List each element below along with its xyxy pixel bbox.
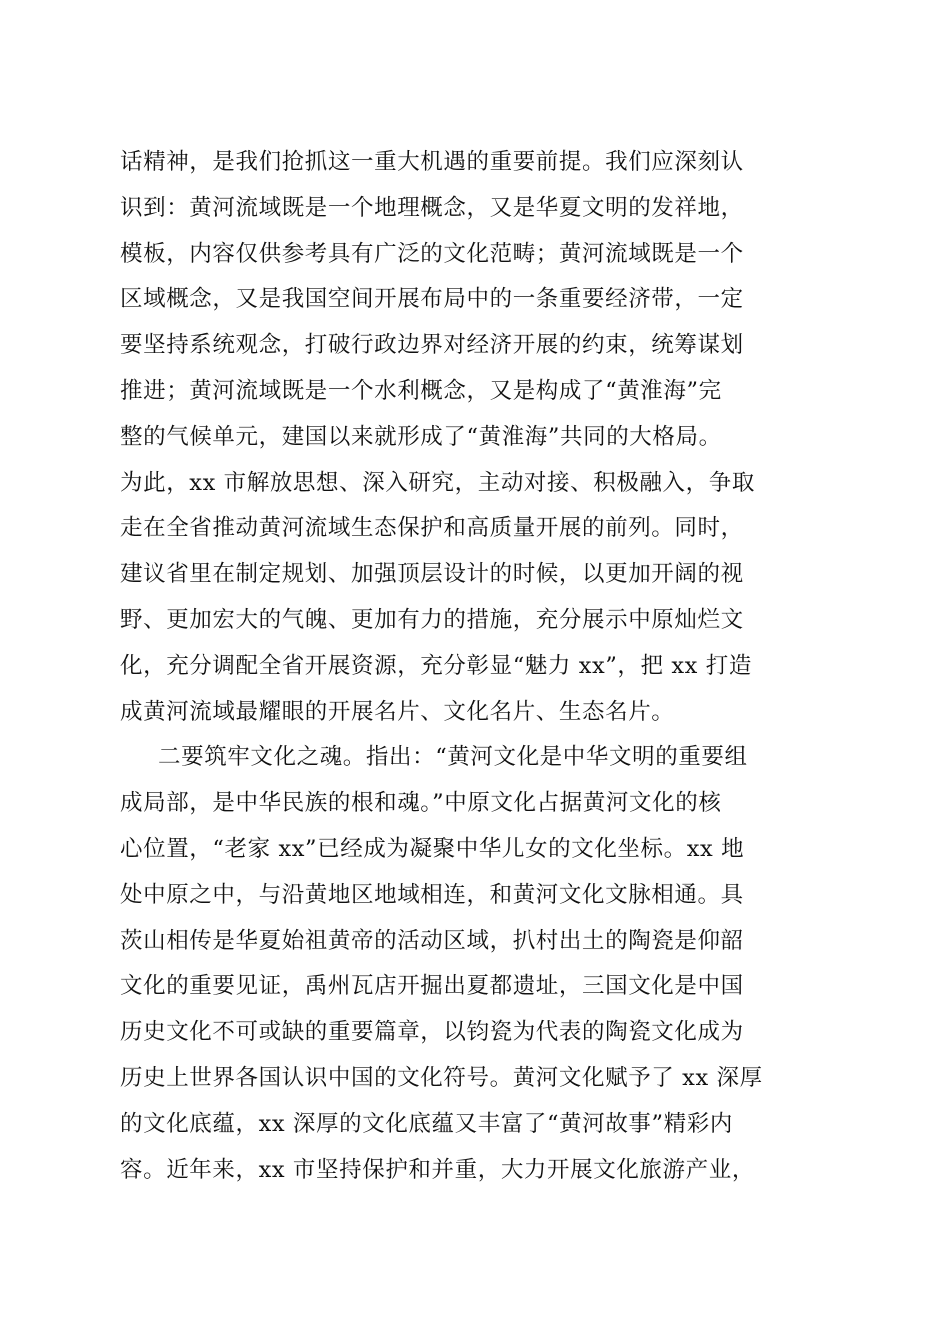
text-line: 历史文化不可或缺的重要篇章，以钧瓷为代表的陶瓷文化成为 (120, 1019, 744, 1046)
text-line: 野、更加宏大的气魄、更加有力的措施，充分展示中原灿烂文 (120, 606, 744, 633)
text-line: 成局部，是中华民族的根和魂。”中原文化占据黄河文化的核 (120, 790, 722, 817)
text-line: 茨山相传是华夏始祖黄帝的活动区域，扒村出土的陶瓷是仰韶 (120, 927, 744, 954)
text-line: 走在全省推动黄河流域生态保护和高质量开展的前列。同时， (120, 515, 744, 542)
text-line: 模板，内容仅供参考具有广泛的文化范畴；黄河流域既是一个 (120, 240, 744, 267)
text-line: 化，充分调配全省开展资源，充分彰显“魅力 xx”，把 xx 打造 (120, 652, 752, 679)
text-line: 为此，xx 市解放思想、深入研究，主动对接、积极融入，争取 (120, 469, 755, 496)
text-line: 处中原之中，与沿黄地区地域相连，和黄河文化文脉相通。具 (120, 881, 744, 908)
body-text (120, 140, 832, 1193)
text-line: 容。近年来，xx 市坚持保护和并重，大力开展文化旅游产业， (120, 1156, 755, 1183)
text-line: 心位置，“老家 xx”已经成为凝聚中华儿女的文化坐标。xx 地 (120, 835, 745, 862)
paragraph-start-line: 二要筑牢文化之魂。指出：“黄河文化是中华文明的重要组 (158, 744, 748, 771)
text-line: 识到：黄河流域既是一个地理概念，又是华夏文明的发祥地， (120, 194, 744, 221)
text-line: 的文化底蕴，xx 深厚的文化底蕴又丰富了“黄河故事”精彩内 (120, 1110, 733, 1137)
text-line: 历史上世界各国认识中国的文化符号。黄河文化赋予了 xx 深厚 (120, 1064, 763, 1091)
text-line: 区域概念，又是我国空间开展布局中的一条重要经济带，一定 (120, 286, 744, 313)
text-line: 整的气候单元，建国以来就形成了“黄淮海”共同的大格局。 (120, 423, 722, 450)
text-line: 要坚持系统观念，打破行政边界对经济开展的约束，统筹谋划 (120, 332, 744, 359)
text-line: 推进；黄河流域既是一个水利概念，又是构成了“黄淮海”完 (120, 377, 722, 404)
text-line: 建议省里在制定规划、加强顶层设计的时候，以更加开阔的视 (120, 561, 744, 588)
text-line: 话精神，是我们抢抓这一重大机遇的重要前提。我们应深刻认 (120, 149, 744, 175)
text-line: 文化的重要见证，禹州瓦店开掘出夏都遗址，三国文化是中国 (120, 973, 744, 1000)
text-line: 成黄河流域最耀眼的开展名片、文化名片、生态名片。 (120, 698, 675, 725)
